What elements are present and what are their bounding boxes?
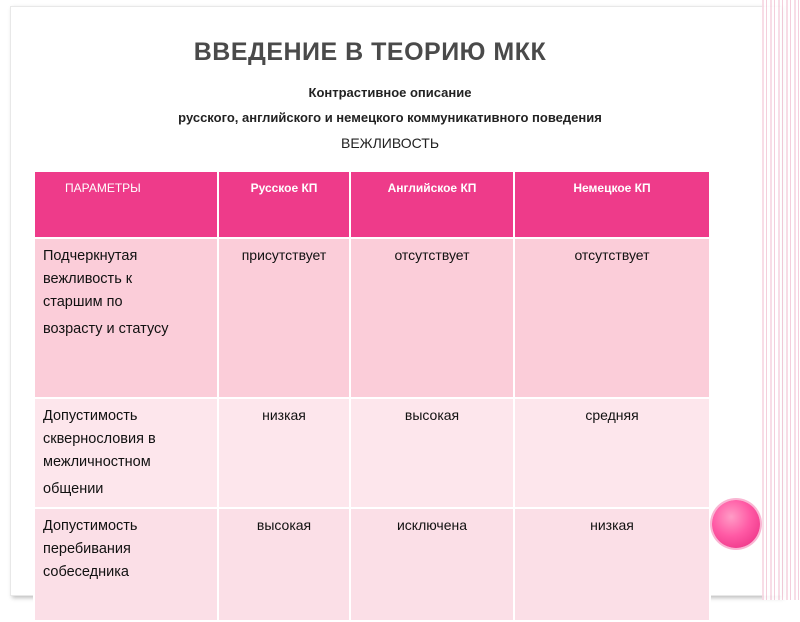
value-cell-english: отсутствует bbox=[350, 238, 514, 398]
value-cell-english: исключена bbox=[350, 508, 514, 621]
value-cell-russian: высокая bbox=[218, 508, 350, 621]
param-line: вежливость к bbox=[43, 271, 133, 287]
comparison-table bbox=[33, 170, 711, 622]
param-line: межличностном bbox=[43, 454, 151, 470]
value-cell-russian: присутствует bbox=[218, 238, 350, 398]
header-cell-german: Немецкое КП bbox=[514, 171, 710, 238]
value-cell-german: средняя bbox=[514, 398, 710, 508]
table-row bbox=[34, 508, 710, 621]
param-cell bbox=[34, 238, 218, 398]
param-line: сквернословия в bbox=[43, 431, 156, 447]
table-header-row bbox=[34, 171, 710, 238]
param-line: Допустимость bbox=[43, 518, 138, 534]
param-line: Допустимость bbox=[43, 408, 138, 424]
param-cell bbox=[34, 508, 218, 621]
slide-subtitle-line2: русского, английского и немецкого коммуникативного поведения bbox=[178, 110, 602, 125]
header-cell-russian: Русское КП bbox=[218, 171, 350, 238]
value-cell-german: отсутствует bbox=[514, 238, 710, 398]
param-line: перебивания bbox=[43, 541, 131, 557]
value-cell-russian: низкая bbox=[218, 398, 350, 508]
header-cell-english: Английское КП bbox=[350, 171, 514, 238]
param-line: собеседника bbox=[43, 564, 129, 580]
param-line: старшим по bbox=[43, 294, 123, 310]
table-row bbox=[34, 398, 710, 508]
header-cell-parameters: ПАРАМЕТРЫ bbox=[34, 171, 218, 238]
slide-subtitle-line3: ВЕЖЛИВОСТЬ bbox=[341, 135, 439, 151]
param-line: Подчеркнутая bbox=[43, 248, 138, 264]
param-line: возрасту и статусу bbox=[43, 321, 169, 337]
decorative-pink-circle-icon bbox=[712, 500, 760, 548]
value-cell-english: высокая bbox=[350, 398, 514, 508]
param-cell bbox=[34, 398, 218, 508]
slide-subtitle-line1: Контрастивное описание bbox=[308, 85, 472, 100]
param-line: общении bbox=[43, 481, 104, 497]
table-row bbox=[34, 238, 710, 398]
value-cell-german: низкая bbox=[514, 508, 710, 621]
slide-title: ВВЕДЕНИЕ В ТЕОРИЮ МКК bbox=[193, 38, 547, 66]
